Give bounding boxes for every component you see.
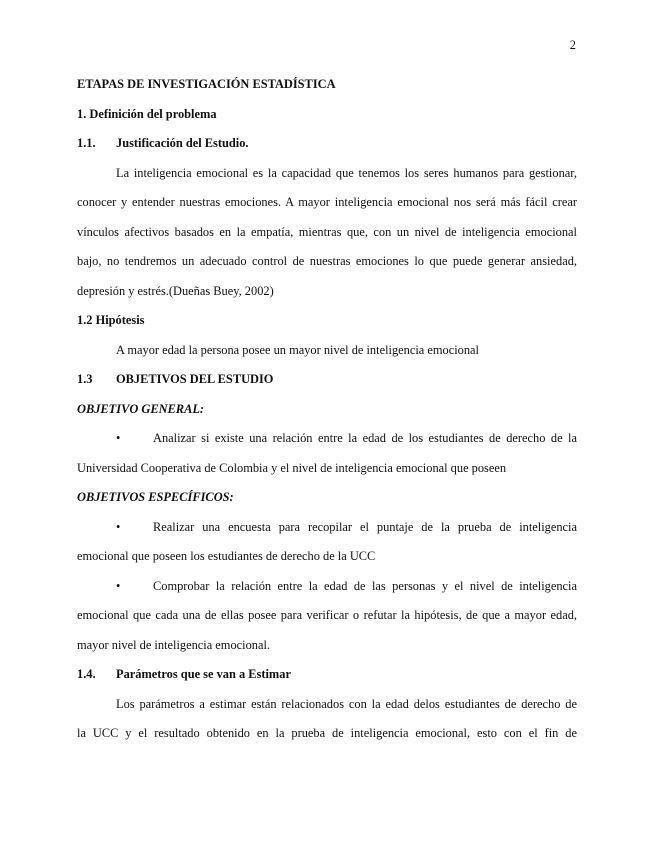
specific-objective-text: Comprobar la relación entre la edad de las personas y el nivel de inteligencia bbox=[153, 578, 577, 593]
document-body bbox=[77, 74, 577, 753]
paragraph-line: depresión y estrés.(Dueñas Buey, 2002) bbox=[77, 283, 274, 298]
section-1-3-number: 1.3 bbox=[77, 372, 93, 386]
bullet-icon: • bbox=[116, 578, 121, 593]
section-1-4-title: Parámetros que se van a Estimar bbox=[116, 667, 291, 681]
section-1-heading: 1. Definición del problema bbox=[77, 106, 217, 121]
section-1-2-heading: 1.2 Hipótesis bbox=[77, 313, 145, 327]
section-1-3-title: OBJETIVOS DEL ESTUDIO bbox=[116, 372, 274, 386]
general-objective-text: Analizar si existe una relación entre la edad de los estudiantes de derecho de la bbox=[153, 431, 577, 445]
bullet-icon: • bbox=[116, 519, 121, 534]
specific-objective-text: Realizar una encuesta para recopilar el puntaje de la prueba de inteligencia bbox=[153, 519, 577, 534]
document-title: ETAPAS DE INVESTIGACIÓN ESTADÍSTICA bbox=[77, 77, 336, 91]
paragraph-line: bajo, no tendremos un adecuado control de nuestras emociones lo que puede generar ansiedad, bbox=[77, 254, 577, 268]
general-objective-label: OBJETIVO GENERAL: bbox=[77, 401, 205, 416]
specific-objectives-label: OBJETIVOS ESPECÍFICOS: bbox=[77, 490, 234, 504]
general-objective-line bbox=[77, 428, 577, 458]
section-1-1-number: 1.1. bbox=[77, 136, 96, 150]
page-number: 2 bbox=[569, 38, 576, 52]
section-1-4-number: 1.4. bbox=[77, 667, 96, 681]
hypothesis-text: A mayor edad la persona posee un mayor nivel de inteligencia emocional bbox=[116, 342, 479, 357]
section-1-1-title: Justificación del Estudio. bbox=[116, 136, 249, 150]
specific-objective-line: mayor nivel de inteligencia emocional. bbox=[77, 637, 271, 652]
paragraph-line: La inteligencia emocional es la capacidad que tenemos los seres humanos para gestionar, bbox=[116, 165, 577, 180]
paragraph-line: conocer y entender nuestras emociones. A mayor inteligencia emocional nos será más fácil crear bbox=[77, 195, 577, 209]
specific-objective-line: emocional que cada una de ellas posee para verificar o refutar la hipótesis, de que a mayor edad, bbox=[77, 608, 577, 622]
general-objective-line: Universidad Cooperativa de Colombia y el nivel de inteligencia emocional que poseen bbox=[77, 460, 507, 475]
section-1-1-heading bbox=[77, 133, 577, 163]
paragraph-line: la UCC y el resultado obtenido en la prueba de inteligencia emocional, esto con el fin de bbox=[77, 726, 577, 740]
specific-objective-line: emocional que poseen los estudiantes de derecho de la UCC bbox=[77, 549, 376, 563]
section-1-3-heading bbox=[77, 369, 577, 399]
specific-objective-line bbox=[77, 576, 577, 606]
paragraph-line: vínculos afectivos basados en la empatía, mientras que, con un nivel de inteligencia emocional bbox=[77, 224, 577, 239]
specific-objective-line bbox=[77, 517, 577, 547]
section-1-4-heading bbox=[77, 664, 577, 694]
paragraph-line: Los parámetros a estimar están relacionados con la edad delos estudiantes de derecho de bbox=[116, 696, 577, 711]
bullet-icon: • bbox=[116, 431, 121, 445]
